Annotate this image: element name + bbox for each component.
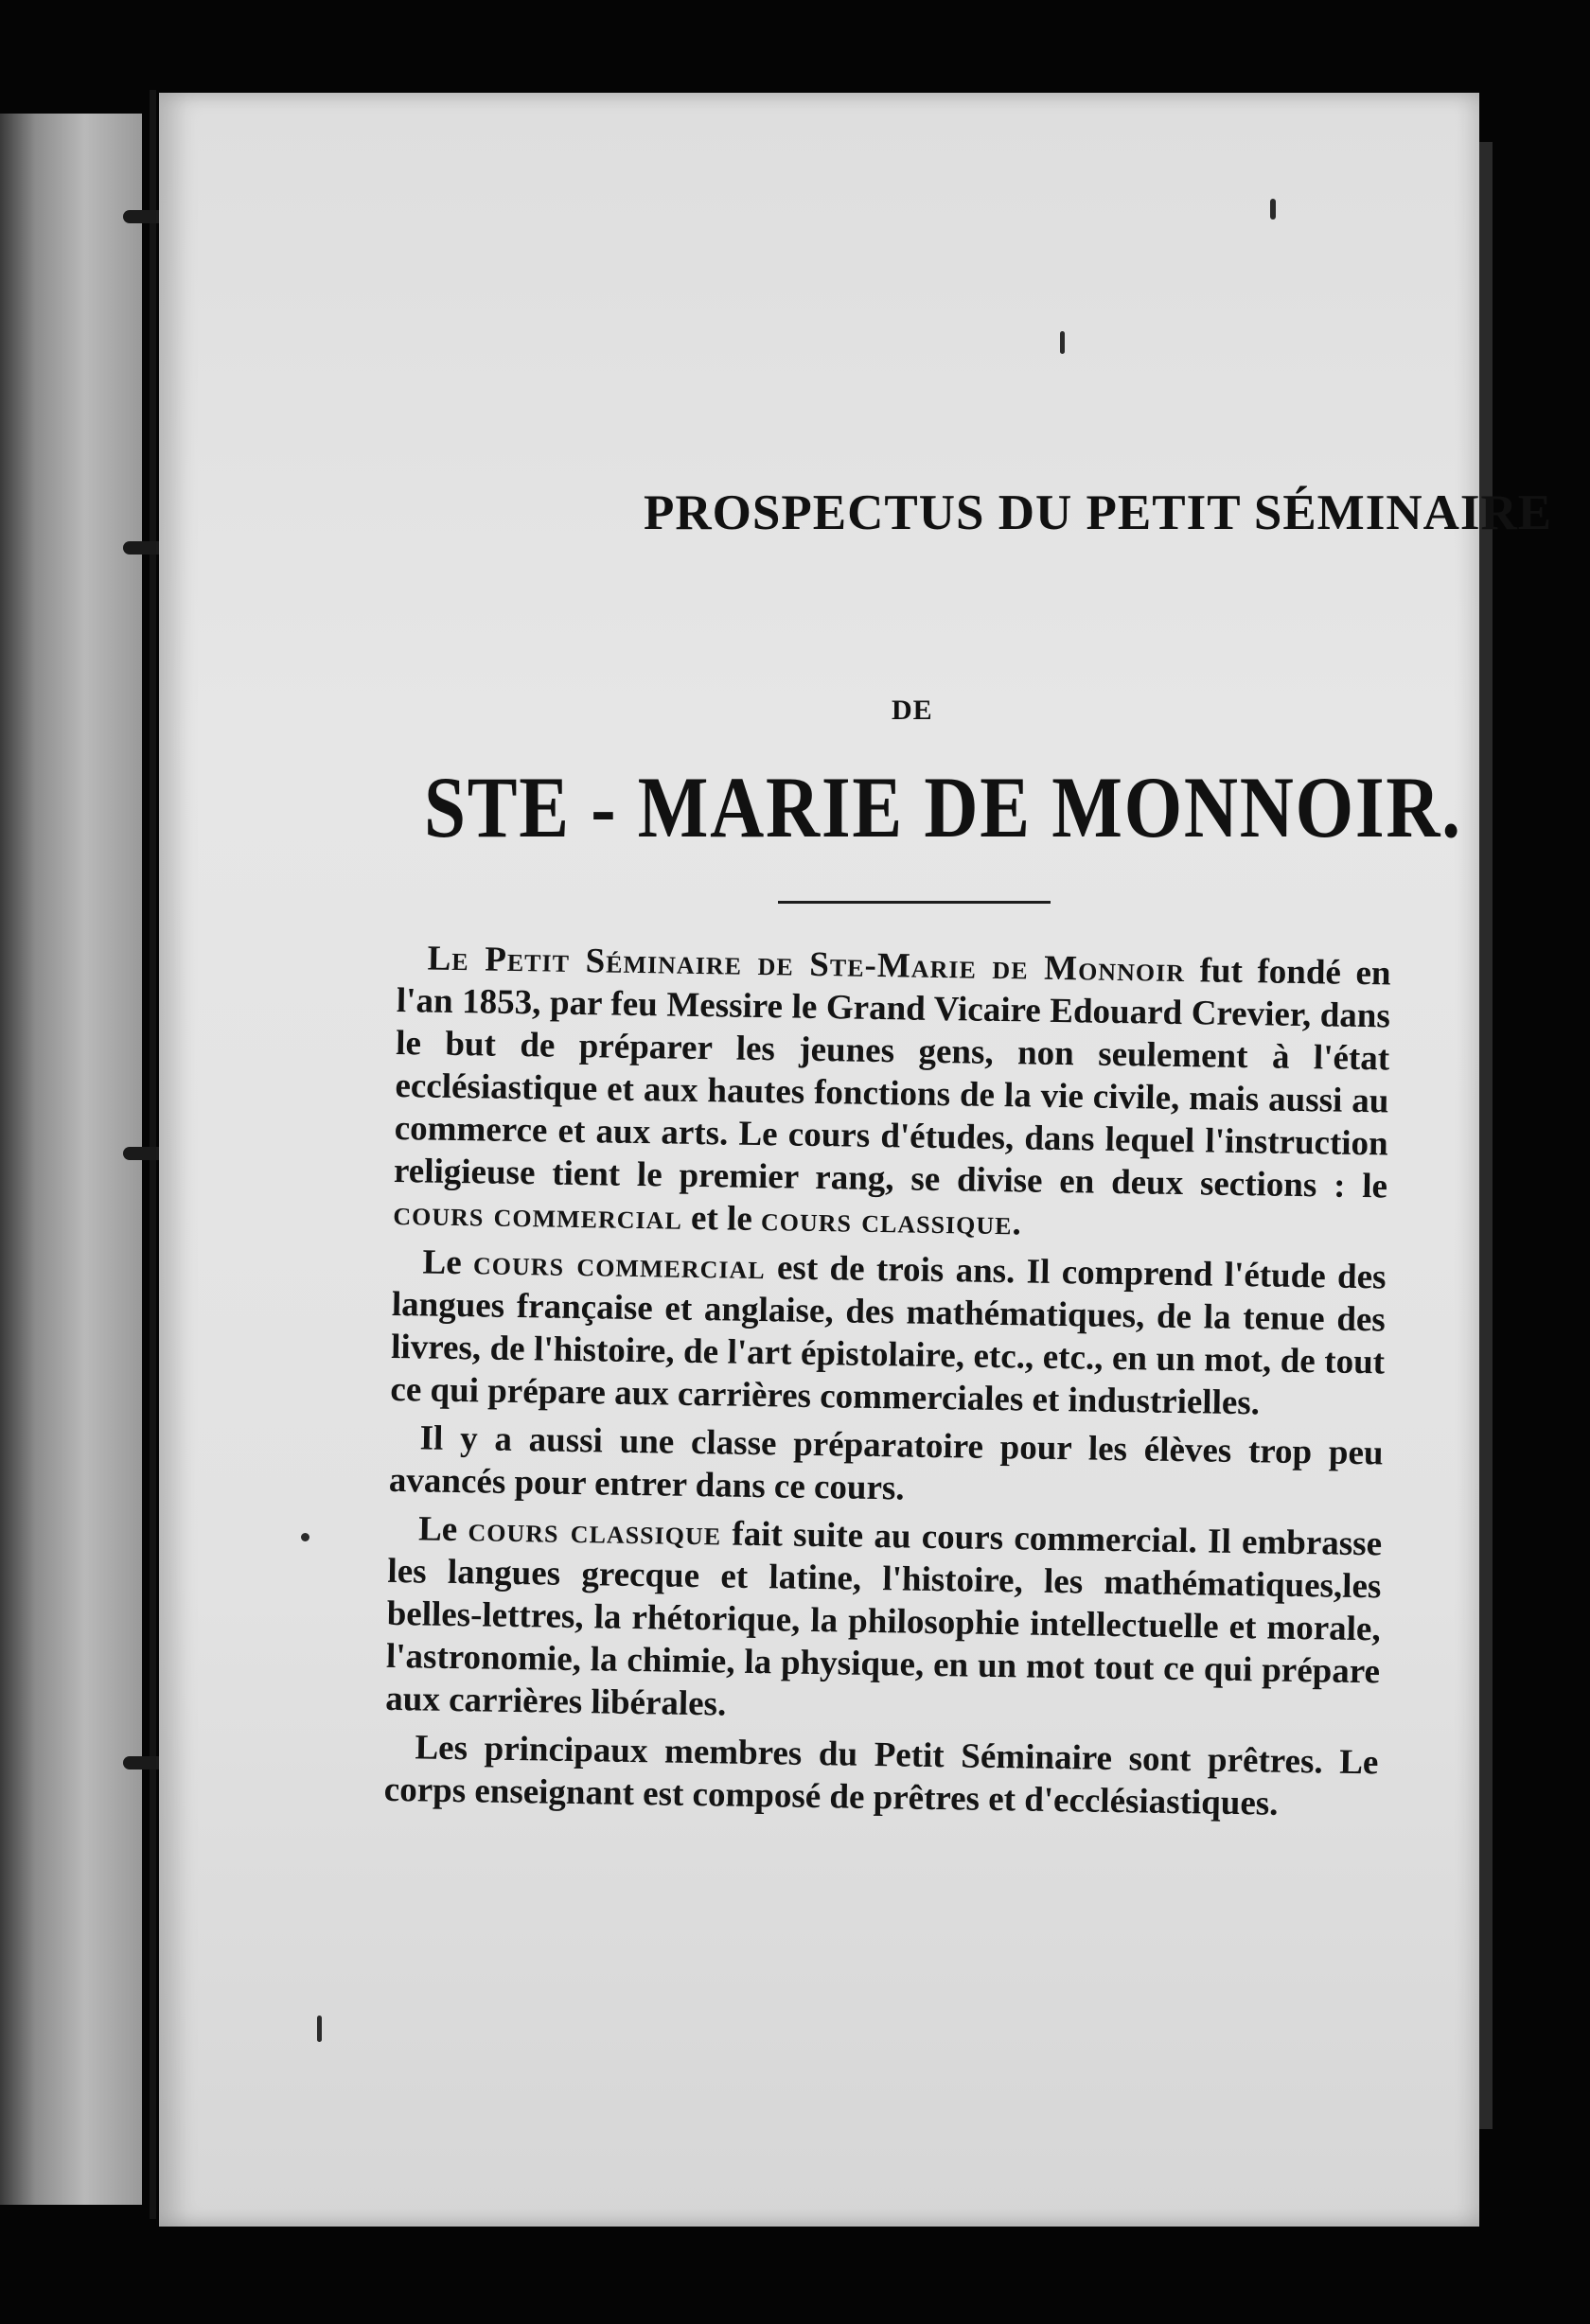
ink-speck [317,2016,322,2042]
paragraph-text: . [1012,1204,1022,1243]
lead-smallcaps: Le Petit Séminaire de Ste-Marie de Monnoir [427,939,1186,991]
title-divider [778,901,1051,904]
smallcaps-term: cours classique [468,1510,722,1554]
paragraph-cours-commercial [390,1241,1387,1426]
ink-speck [1060,331,1065,354]
ink-speck [1270,199,1276,220]
title-line-3: STE - MARIE DE MONNOIR. [424,759,1462,855]
paragraph-membres: Les principaux membres du Petit Séminaire sont prêtres. Le corps enseignant est composé de prêtres et d'ecclésiastiques. [383,1728,1379,1823]
paragraph-text: Le [417,1509,468,1550]
paragraph-text: fut fondé en l'an 1853, par feu Messire le Grand Vicaire Edouard Crevier, dans le but de préparer les jeunes gens, non seulement à l'état ecclésiastique et aux hautes fonctions de la vie civile, mais aussi au commerce et aux arts. Le cours d'études, dans lequel l'instruction religieuse tient le premier rang, se divise en deux sections : le [393,951,1391,1206]
facing-page-edge [0,114,142,2205]
page-right-edge [1479,142,1493,2129]
paragraph-classe-preparatoire: Il y a aussi une classe préparatoire pour les élèves trop peu avancés pour entrer dans ce cours. [388,1418,1384,1508]
paragraph-text: est de trois ans. Il comprend l'étude des langues française et anglaise, des mathématiques, de la tenue des livres, de l'histoire, de l'art épistolaire, etc., etc., en un mot, de tout ce qui prépare aux carrières commerciales et industrielles. [390,1248,1387,1423]
smallcaps-term: cours classique [760,1200,1013,1243]
body-text [383,937,1390,1832]
paragraph-text: fait suite au cours commercial. Il embrasse les langues grecque et latine, l'histoire, les mathématiques,les belles-lettres, la rhétorique, la philosophie intellectuelle et morale, l'astronomie, la chimie, la physique, en un mot tout ce qui prépare aux carrières libérales. [385,1514,1383,1724]
paragraph-text: et le [681,1198,762,1240]
title-line-1: PROSPECTUS DU PETIT SÉMINAIRE [644,485,1553,540]
paragraph-cours-classique [385,1507,1382,1735]
ink-speck [301,1533,309,1541]
smallcaps-term: cours commercial [393,1193,683,1238]
paragraph-text: Le [422,1242,474,1283]
title-line-2: DE [892,695,933,726]
smallcaps-term: cours commercial [472,1243,767,1288]
paragraph-founding [393,937,1391,1250]
